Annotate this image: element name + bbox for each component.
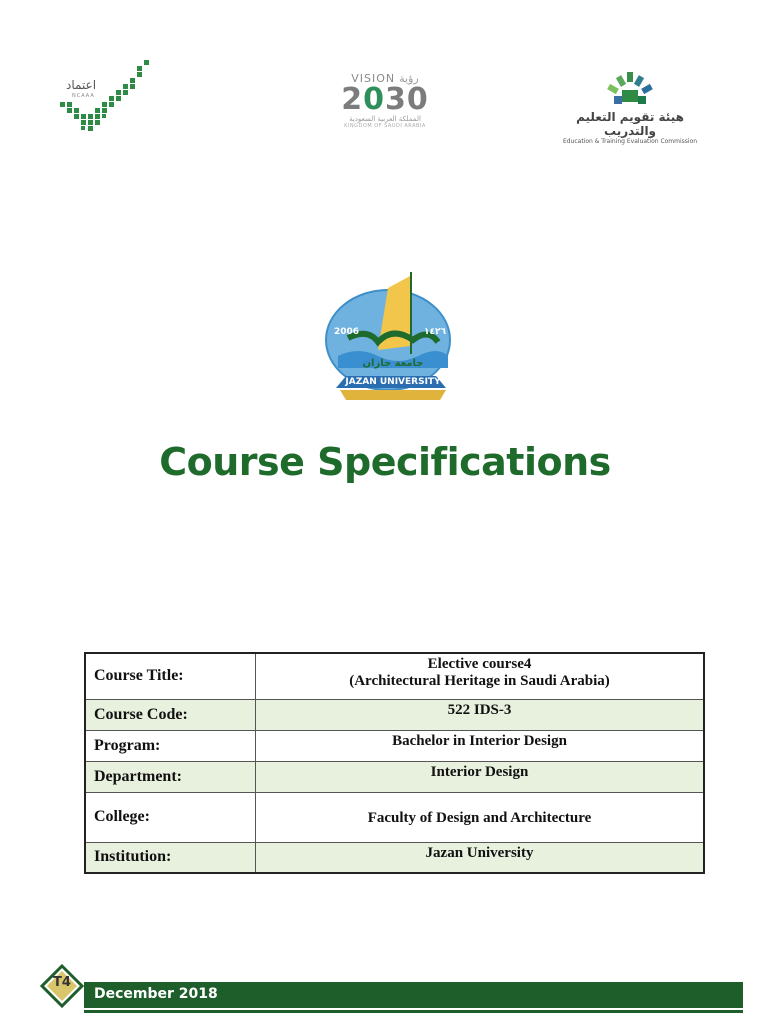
college-value: Faculty of Design and Architecture [256,792,705,842]
department-label: Department: [85,761,256,792]
university-emblem-icon [318,268,468,408]
table-row [85,699,704,730]
etec-english-name: Education & Training Evaluation Commission [562,138,698,145]
etec-emblem-icon [600,70,660,108]
t4-badge [40,964,84,1008]
program-label: Program: [85,730,256,761]
vision-year-a: 2 [341,82,364,117]
etec-arabic-name: هيئة تقويم التعليم والتدريب [576,110,684,138]
vision-2030-logo [330,72,440,142]
jazan-university-logo [318,268,468,408]
vision-kingdom-arabic: المملكة العربية السعودية [349,115,421,123]
course-spec-table [84,652,705,874]
vision-year-mid: 0 [363,82,385,117]
footer-divider [84,1010,743,1013]
etimad-arabic-text: اعتماد [66,78,97,92]
college-label: College: [85,792,256,842]
table-row [85,730,704,761]
course-title-label: Course Title: [85,653,256,699]
vision-year-b: 30 [385,82,429,117]
course-title-line2: (Architectural Heritage in Saudi Arabia) [349,673,610,689]
program-value: Bachelor in Interior Design [256,730,705,761]
institution-value: Jazan University [256,842,705,873]
etimad-logo [58,58,150,138]
table-row [85,792,704,842]
course-title-line1: Elective course4 [427,656,532,672]
logo-arabic-name: جامعة جازان [362,358,424,369]
page-title: Course Specifications [159,440,611,484]
vision-arabic-word: رؤية [399,72,419,85]
table-row [85,761,704,792]
logo-university-name: JAZAN UNIVERSITY [345,377,441,387]
table-row [85,653,704,699]
course-code-value: 522 IDS-3 [256,699,705,730]
etec-logo [555,70,705,145]
t4-badge-label: T4 [53,975,71,990]
table-row [85,842,704,873]
etimad-sub-text: NCAAA [72,93,95,99]
footer-date: December 2018 [94,986,218,1002]
institution-label: Institution: [85,842,256,873]
logo-year-right: ١٤٢٦ [424,327,446,337]
course-title-value [256,653,705,699]
department-value: Interior Design [256,761,705,792]
course-code-label: Course Code: [85,699,256,730]
vision-word: VISION [351,72,396,85]
logo-year-left: 2006 [334,327,360,337]
vision-kingdom-english: KINGDOM OF SAUDI ARABIA [344,123,426,129]
